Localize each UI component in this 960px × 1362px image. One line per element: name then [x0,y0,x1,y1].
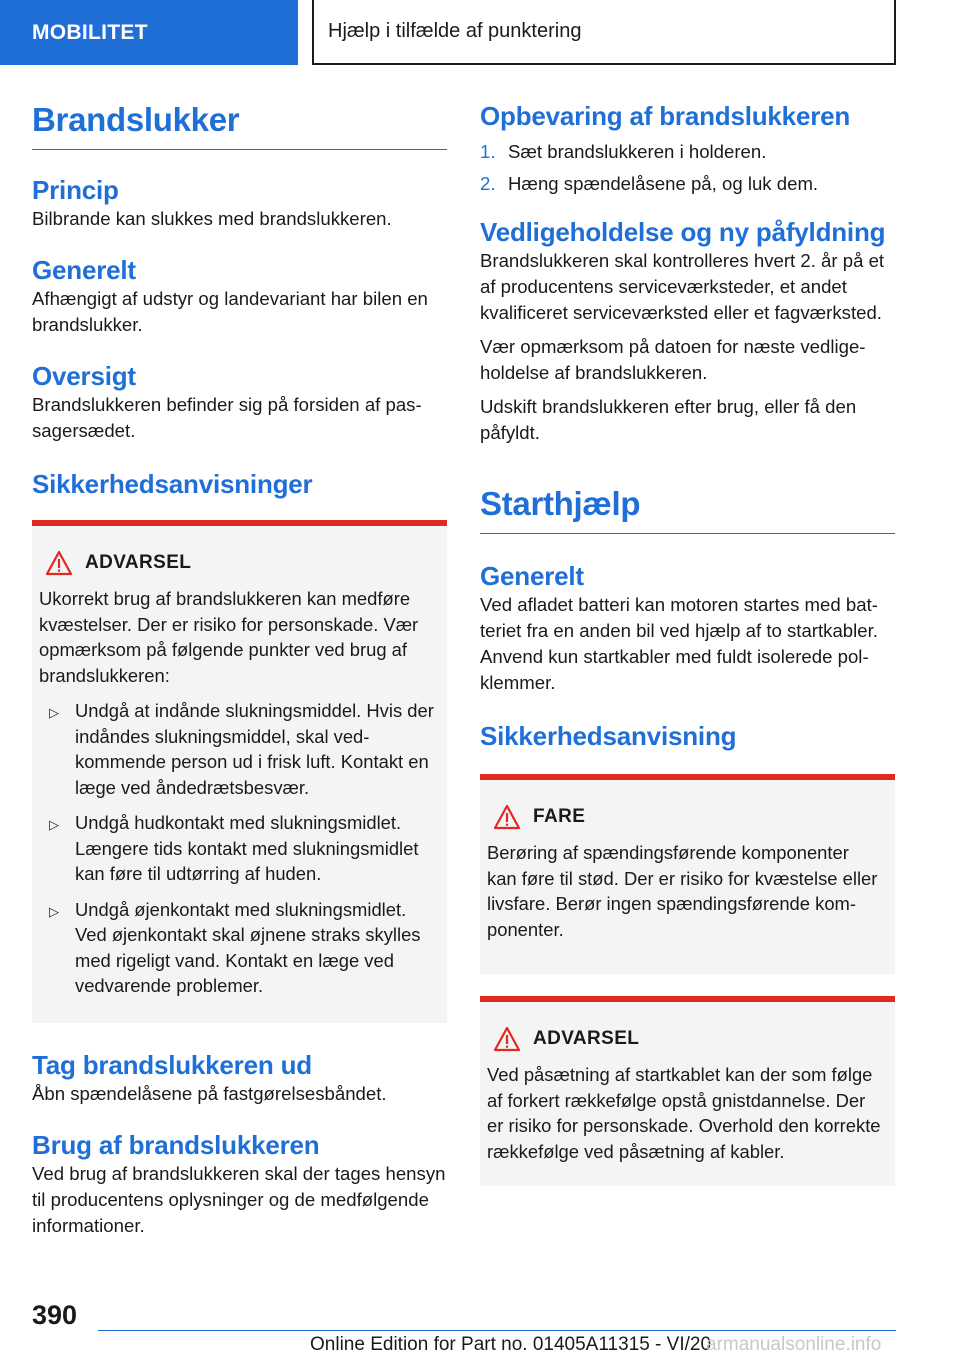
heading-opbevaring: Opbevaring af brandslukkeren [480,101,851,131]
list-item: 2. Hæng spændelåsene på, og luk dem. [480,173,819,194]
list-item: ▷ Undgå at indånde slukningsmiddel. Hvis der indåndes slukningsmiddel, skal vedkommende person ud i frisk luft. Kontakt en læge ved åndedrætsbesvær. [49,700,434,798]
heading-safety-start: Sikkerhedsanvisning [480,721,737,751]
warning-triangle-icon [493,1026,521,1052]
text-generelt: Afhængigt af udstyr og landevariant har bilen en brandslukker. [32,288,428,335]
heading-princip: Princip [32,175,119,205]
warning-triangle-icon [493,804,521,830]
bullet-triangle-icon: ▷ [49,705,59,720]
warning-header-start [487,1024,883,1054]
list-item: ▷ Undgå øjenkontakt med slukningsmidlet. Ved øjenkontakt skal øjnene straks skylles med rigeligt vand. Kontakt en læge ved vedvarende problemer. [49,898,421,996]
footer-edition: Online Edition for Part no. 01405A11315 - VI/20 [310,1334,712,1355]
left-column [32,100,447,1239]
heading-safety: Sikkerhedsanvisninger [32,469,313,499]
warning-box [32,520,447,1023]
text-vedligeholdelse-3: Udskift brandslukkeren efter brug, eller få den påfyldt. [480,396,857,443]
heading-vedligeholdelse: Vedligeholdelse og ny påfyldning [480,217,886,247]
footer-rule [98,1330,896,1331]
section-title: MOBILITET [32,20,148,44]
text-tag-ud: Åbn spændelåsene på fastgørelsesbåndet. [32,1082,387,1104]
danger-text: Berøring af spændingsførende komponenter kan føre til stød. Der er risiko for kvæstelse eller livsfare. Berør ingen spændingsførende komponenter. [487,842,878,940]
chapter-title: Hjælp i tilfælde af punktering [328,20,582,42]
heading-generelt-start: Generelt [480,561,584,591]
text-brug: Ved brug af brandslukkeren skal der tages hensyn til producentens oplysninger og de medfølgende informationer. [32,1162,446,1236]
page-title: Brandslukker [32,100,447,150]
bullet-triangle-icon: ▷ [49,817,59,832]
list-item: ▷ Undgå hudkontakt med slukningsmidlet. Længere tids kontakt med slukningsmidlet kan føre til udtørring af huden. [49,812,419,884]
header-chapter-box [312,0,896,65]
danger-box [480,774,895,974]
heading-oversigt: Oversigt [32,361,136,391]
heading-generelt: Generelt [32,255,136,285]
header-section-tab [0,0,298,65]
warning-text-start: Ved påsætning af startkablet kan der som følge af forkert rækkefølge opstå gnistdannelse. Der er risiko for personskade. Overhold den korrekte rækkefølge ved påsætning af kabler. [487,1064,881,1162]
text-vedligeholdelse-1: Brandslukkeren skal kontrolleres hvert 2. år på et af producentens serviceværksteder, et andet kvalificeret serviceværksted eller et fagværksted. [480,250,885,323]
heading-tag-ud: Tag brandslukkeren ud [32,1049,312,1080]
warning-bullet-list [39,698,435,999]
danger-label: FARE [533,806,586,827]
footer-watermark: armanualsonline.info [706,1334,882,1355]
warning-label: ADVARSEL [85,552,192,573]
text-vedligeholdelse-2: Vær opmærksom på datoen for næste vedligeholdelse af brandslukkeren. [480,336,866,383]
warning-text: Ukorrekt brug af brandslukkeren kan medføre kvæstelser. Der er risiko for personskade. Vær opmærksom på følgende punkter ved brug af brandslukkeren: [39,588,419,686]
warning-header [39,548,435,578]
list-item: 1. Sæt brandslukkeren i holderen. [480,141,767,162]
text-princip: Bilbrande kan slukkes med brandslukkeren. [32,208,392,229]
warning-box-start [480,996,895,1186]
heading-brug: Brug af brandslukkeren [32,1129,320,1160]
right-column [480,100,895,1186]
bullet-triangle-icon: ▷ [49,903,59,919]
page-number: 390 [32,1300,78,1330]
danger-header [487,802,883,832]
warning-label-start: ADVARSEL [533,1028,640,1049]
text-oversigt: Brandslukkeren befinder sig på forsiden af passagersædet. [32,394,422,441]
section-title-starthjaelp: Starthjælp [480,484,895,534]
steps-list [480,136,895,200]
text-generelt-start: Ved afladet batteri kan motoren startes med batteriet fra en anden bil ved hjælp af to startkabler. Anvend kun startkabler med fuldt isolerede polklemmer. [480,594,878,693]
warning-triangle-icon [45,550,73,576]
